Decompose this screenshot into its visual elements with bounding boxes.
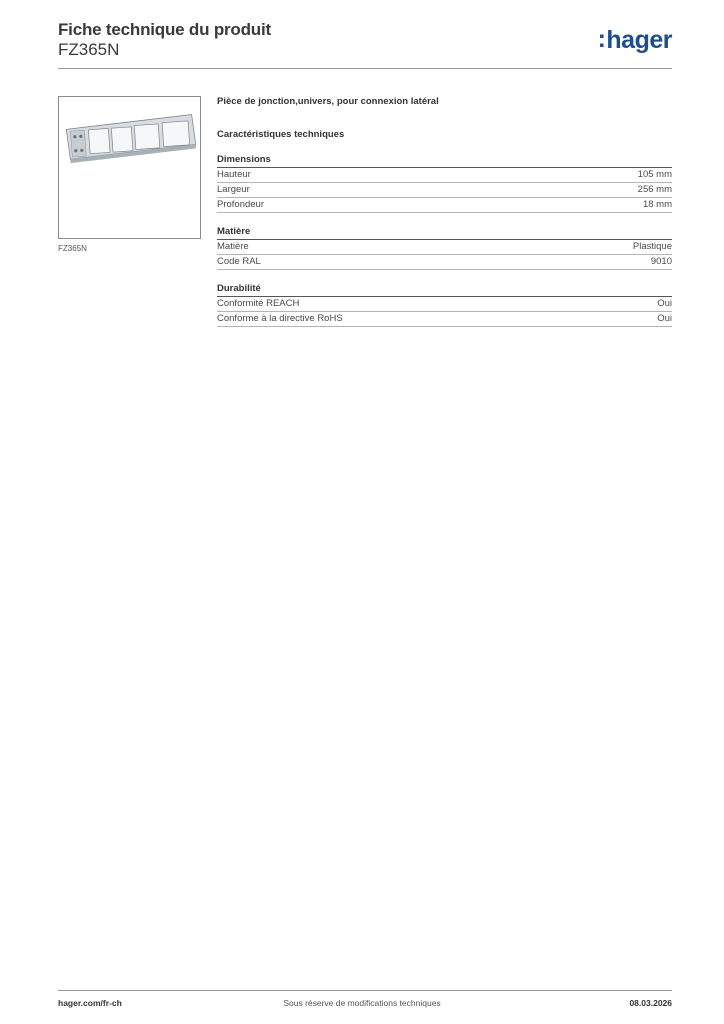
spec-label: Matière <box>217 241 249 252</box>
spec-content <box>217 96 672 327</box>
hager-logo <box>598 26 672 55</box>
spec-group-durability <box>217 282 672 327</box>
spec-row <box>217 297 672 312</box>
spec-row <box>217 240 672 255</box>
spec-row <box>217 168 672 183</box>
product-code: FZ365N <box>58 40 120 59</box>
footer-website-link[interactable]: hager.com/fr-ch <box>58 998 122 1008</box>
product-description: Pièce de jonction,univers, pour connexion latéral <box>217 96 439 107</box>
spec-value: 105 mm <box>637 169 672 180</box>
spec-value: 9010 <box>650 256 672 267</box>
spec-label: Conforme à la directive RoHS <box>217 313 343 324</box>
spec-row <box>217 198 672 213</box>
spec-value: 18 mm <box>642 199 672 210</box>
spec-row <box>217 183 672 198</box>
spec-label: Conformité REACH <box>217 298 300 309</box>
spec-label: Code RAL <box>217 256 261 267</box>
logo-text: hager <box>606 26 672 54</box>
spec-row <box>217 312 672 327</box>
image-caption: FZ365N <box>58 244 87 253</box>
spec-value: Oui <box>657 298 672 309</box>
spec-label: Profondeur <box>217 199 265 210</box>
footer-divider <box>58 990 672 991</box>
logo-colon-icon: : <box>597 25 606 53</box>
junction-plate-icon <box>59 97 200 238</box>
page-title: Fiche technique du produit <box>58 20 271 39</box>
footer-date: 08.03.2026 <box>629 998 672 1008</box>
spec-value: Oui <box>657 313 672 324</box>
product-image <box>58 96 201 239</box>
spec-group-title: Durabilité <box>217 282 672 297</box>
spec-group-title: Matière <box>217 225 672 240</box>
spec-group-title: Dimensions <box>217 153 672 168</box>
header-divider <box>58 68 672 69</box>
footer-disclaimer: Sous réserve de modifications techniques <box>283 998 441 1008</box>
spec-group-material <box>217 225 672 270</box>
spec-label: Hauteur <box>217 169 251 180</box>
spec-value: Plastique <box>632 241 672 252</box>
spec-value: 256 mm <box>637 184 672 195</box>
spec-row <box>217 255 672 270</box>
spec-group-dimensions <box>217 153 672 213</box>
spec-label: Largeur <box>217 184 250 195</box>
tech-specs-title: Caractéristiques techniques <box>217 129 345 140</box>
